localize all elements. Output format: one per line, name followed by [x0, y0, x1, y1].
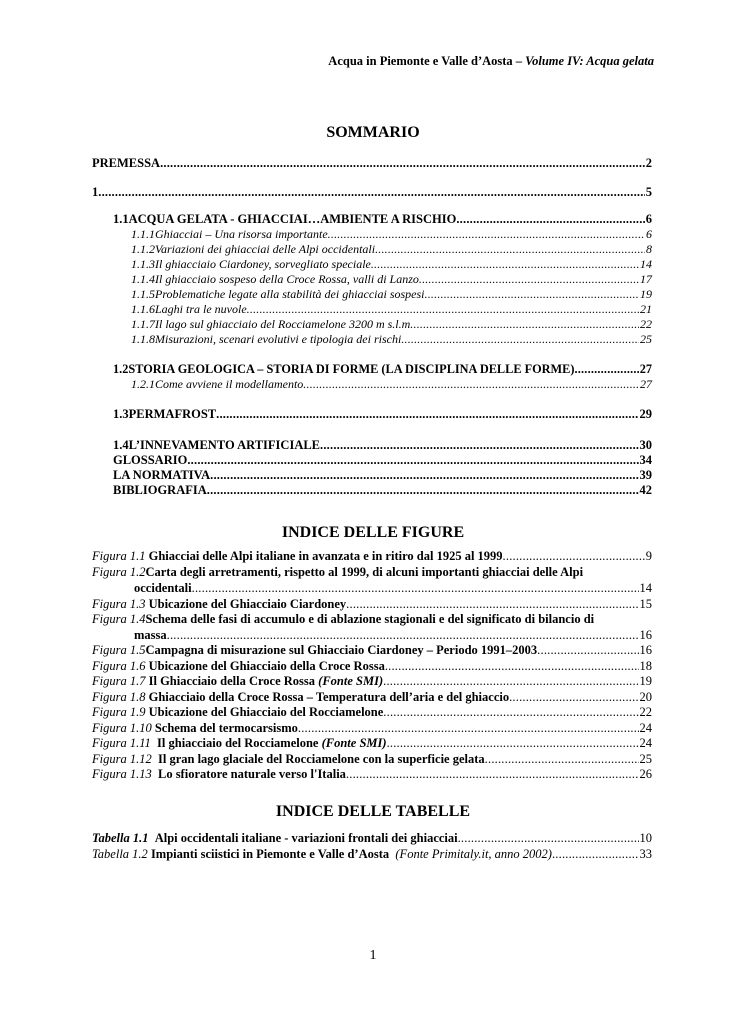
figure-page: 16	[639, 643, 652, 657]
figure-row-1-2[interactable]	[92, 565, 652, 580]
toc-label: Variazioni dei ghiacciai delle Alpi occidentali	[155, 242, 376, 256]
figure-page: 26	[639, 767, 652, 781]
toc-row-1-1-8[interactable]	[131, 332, 652, 347]
figure-page: 19	[639, 674, 652, 688]
toc-label: Il ghiacciaio sospeso della Croce Rossa, valli di Lanzo	[155, 272, 419, 286]
figure-caption: Figura 1.3	[92, 597, 146, 611]
running-header	[328, 54, 654, 69]
toc-page: 25	[640, 332, 652, 346]
toc-page: 39	[639, 468, 652, 482]
toc-row-premessa[interactable]	[92, 156, 652, 171]
table-page: 10	[639, 831, 652, 845]
figure-label: Ubicazione del Ghiacciaio della Croce Rossa	[148, 659, 385, 673]
figure-row-1-6[interactable]	[92, 659, 652, 674]
toc-num: 1.4	[113, 438, 129, 452]
toc-num: 1.1	[113, 212, 129, 226]
toc-row-1-1-6[interactable]	[131, 302, 652, 317]
figure-label: Schema del termocarsismo	[154, 721, 298, 735]
figure-label-cont: occidentali	[134, 581, 192, 595]
figure-caption: Figura 1.2	[92, 565, 146, 579]
toc-row-1-2[interactable]	[113, 362, 652, 377]
figure-page: 15	[639, 597, 652, 611]
toc-page: 42	[639, 483, 652, 497]
toc-row-normativa[interactable]	[113, 468, 652, 483]
figure-label: Ubicazione del Ghiacciaio del Rocciamelone	[148, 705, 384, 719]
figure-row-1-9[interactable]	[92, 705, 652, 720]
toc-page: 2	[645, 156, 652, 170]
figure-label: Ghiacciaio della Croce Rossa – Temperatura dell’aria e del ghiaccio	[148, 690, 510, 704]
figure-page: 9	[645, 549, 652, 563]
figure-label: Lo sfioratore naturale verso l'Italia	[157, 767, 346, 781]
figure-row-1-2-cont[interactable]	[134, 581, 652, 596]
table-label: Impianti sciistici in Piemonte e Valle d’Aosta	[150, 847, 390, 861]
toc-label: Il lago sul ghiacciaio del Rocciamelone 3200 m s.l.m	[155, 317, 411, 331]
toc-num: 1.1.7	[131, 317, 155, 331]
toc-label: Problematiche legate alla stabilità dei ghiacciai sospesi	[155, 287, 425, 301]
figure-caption: Figura 1.6	[92, 659, 146, 673]
toc-page: 27	[640, 377, 652, 391]
table-page: 33	[639, 847, 652, 861]
toc-row-1-3[interactable]	[113, 407, 652, 422]
figure-row-1-13[interactable]	[92, 767, 652, 782]
toc-label: ACQUA GELATA - GHIACCIAI…AMBIENTE A RISCHIO	[128, 212, 457, 226]
figure-label: Schema delle fasi di accumulo e di ablazione stagionali e del significato di bilancio di	[145, 612, 595, 626]
figure-caption: Figura 1.12	[92, 752, 152, 766]
table-caption: Tabella 1.1	[92, 831, 149, 845]
toc-page: 17	[640, 272, 652, 286]
figure-label-cont: massa	[134, 628, 167, 642]
header-dash: –	[512, 54, 526, 68]
toc-num: 1.1.6	[131, 302, 155, 316]
toc-page: 5	[645, 185, 652, 199]
toc-row-1-1-7[interactable]	[131, 317, 652, 332]
toc-row-1-1-3[interactable]	[131, 257, 652, 272]
toc-num: 1.1.2	[131, 242, 155, 256]
figure-label: Il Ghiacciaio della Croce Rossa	[148, 674, 316, 688]
toc-page: 6	[645, 212, 652, 226]
toc-page: 8	[646, 242, 652, 256]
figure-caption: Figura 1.10	[92, 721, 152, 735]
toc-row-1-2-1[interactable]	[131, 377, 652, 392]
toc-num: 1.3	[113, 407, 129, 421]
figure-row-1-4-cont[interactable]	[134, 628, 652, 643]
toc-label: PERMAFROST	[128, 407, 217, 421]
toc-num: 1.1.5	[131, 287, 155, 301]
toc-label: BIBLIOGRAFIA	[113, 483, 207, 497]
figure-label: Ghiacciai delle Alpi italiane in avanzata e in ritiro dal 1925 al 1999	[148, 549, 503, 563]
table-source: (Fonte Primitaly.it, anno 2002)	[395, 847, 552, 861]
figure-label: Il ghiacciaio del Rocciamelone	[157, 736, 319, 750]
toc-page: 34	[639, 453, 652, 467]
figure-caption: Figura 1.7	[92, 674, 146, 688]
figure-label: Il gran lago glaciale del Rocciamelone con la superficie gelata	[157, 752, 485, 766]
toc-row-1-1-4[interactable]	[131, 272, 652, 287]
figure-source: (Fonte SMI)	[318, 674, 384, 688]
figure-page: 24	[639, 736, 652, 750]
table-label: Alpi occidentali italiane - variazioni frontali dei ghiacciai	[154, 831, 458, 845]
toc-num: 1.2.1	[131, 377, 155, 391]
toc-label: Ghiacciai – Una risorsa importante	[155, 227, 328, 241]
toc-label: PREMESSA	[92, 156, 161, 170]
figure-caption: Figura 1.1	[92, 549, 146, 563]
toc-row-bibliografia[interactable]	[113, 483, 652, 498]
figure-page: 20	[639, 690, 652, 704]
figure-caption: Figura 1.4	[92, 612, 146, 626]
toc-page: 14	[640, 257, 652, 271]
table-caption: Tabella 1.2	[92, 847, 148, 861]
figure-caption: Figura 1.11	[92, 736, 151, 750]
figure-label: Ubicazione del Ghiacciaio Ciardoney	[148, 597, 347, 611]
figure-page: 24	[639, 721, 652, 735]
toc-label: 1	[92, 185, 99, 199]
toc-row-1-1-2[interactable]	[131, 242, 652, 257]
toc-label: L’INNEVAMENTO ARTIFICIALE	[128, 438, 321, 452]
figure-caption: Figura 1.5	[92, 643, 146, 657]
toc-page: 30	[639, 438, 652, 452]
figure-row-1-10[interactable]	[92, 721, 652, 736]
header-title: Acqua in Piemonte e Valle d’Aosta	[328, 54, 513, 68]
toc-page: 22	[640, 317, 652, 331]
figure-caption: Figura 1.8	[92, 690, 146, 704]
toc-num: 1.1.4	[131, 272, 155, 286]
figure-caption: Figura 1.9	[92, 705, 146, 719]
toc-label: Come avviene il modellamento	[155, 377, 304, 391]
table-row-1-2[interactable]	[92, 847, 652, 862]
figure-page: 16	[639, 628, 652, 642]
toc-label: STORIA GEOLOGICA – STORIA DI FORME (LA DISCIPLINA DELLE FORME)	[128, 362, 575, 376]
header-volume: Volume IV: Acqua gelata	[525, 54, 654, 68]
toc-page: 6	[646, 227, 652, 241]
toc-label: LA NORMATIVA	[113, 468, 211, 482]
figure-row-1-8[interactable]	[92, 690, 652, 705]
figure-page: 14	[639, 581, 652, 595]
toc-page: 27	[639, 362, 652, 376]
toc-page: 19	[640, 287, 652, 301]
figure-label: Campagna di misurazione sul Ghiacciaio Ciardoney – Periodo 1991–2003	[145, 643, 538, 657]
toc-row-1-1-1[interactable]	[131, 227, 652, 242]
toc-num: 1.1.8	[131, 332, 155, 346]
toc-row-1-4[interactable]	[113, 438, 652, 453]
page-number: 1	[369, 948, 377, 963]
sommario-title: SOMMARIO	[326, 124, 420, 141]
figure-index-title: INDICE DELLE FIGURE	[281, 524, 465, 541]
figure-label: Carta degli arretramenti, rispetto al 1999, di alcuni importanti ghiacciai delle Alpi	[145, 565, 584, 579]
toc-page: 21	[640, 302, 652, 316]
toc-row-chapter-1[interactable]	[92, 185, 652, 200]
toc-row-glossario[interactable]	[113, 453, 652, 468]
table-index-title: INDICE DELLE TABELLE	[275, 803, 471, 820]
figure-row-1-1[interactable]	[92, 549, 652, 564]
toc-row-1-1-5[interactable]	[131, 287, 652, 302]
figure-row-1-4[interactable]	[92, 612, 652, 627]
toc-label: Misurazioni, scenari evolutivi e tipologia dei rischi	[155, 332, 402, 346]
toc-num: 1.1.3	[131, 257, 155, 271]
figure-row-1-11[interactable]	[92, 736, 652, 751]
toc-num: 1.2	[113, 362, 129, 376]
toc-row-1-1[interactable]	[113, 212, 652, 227]
figure-row-1-12[interactable]	[92, 752, 652, 767]
figure-page: 22	[639, 705, 652, 719]
figure-row-1-7[interactable]	[92, 674, 652, 689]
toc-page: 29	[639, 407, 652, 421]
figure-row-1-5[interactable]	[92, 643, 652, 658]
figure-page: 18	[639, 659, 652, 673]
figure-row-1-3[interactable]	[92, 597, 652, 612]
figure-caption: Figura 1.13	[92, 767, 152, 781]
toc-label: GLOSSARIO	[113, 453, 188, 467]
toc-num: 1.1.1	[131, 227, 155, 241]
table-row-1-1[interactable]	[92, 831, 652, 846]
figure-page: 25	[639, 752, 652, 766]
figure-source: (Fonte SMI)	[321, 736, 387, 750]
toc-label: Il ghiacciaio Ciardoney, sorvegliato speciale	[155, 257, 371, 271]
toc-label: Laghi tra le nuvole	[155, 302, 247, 316]
